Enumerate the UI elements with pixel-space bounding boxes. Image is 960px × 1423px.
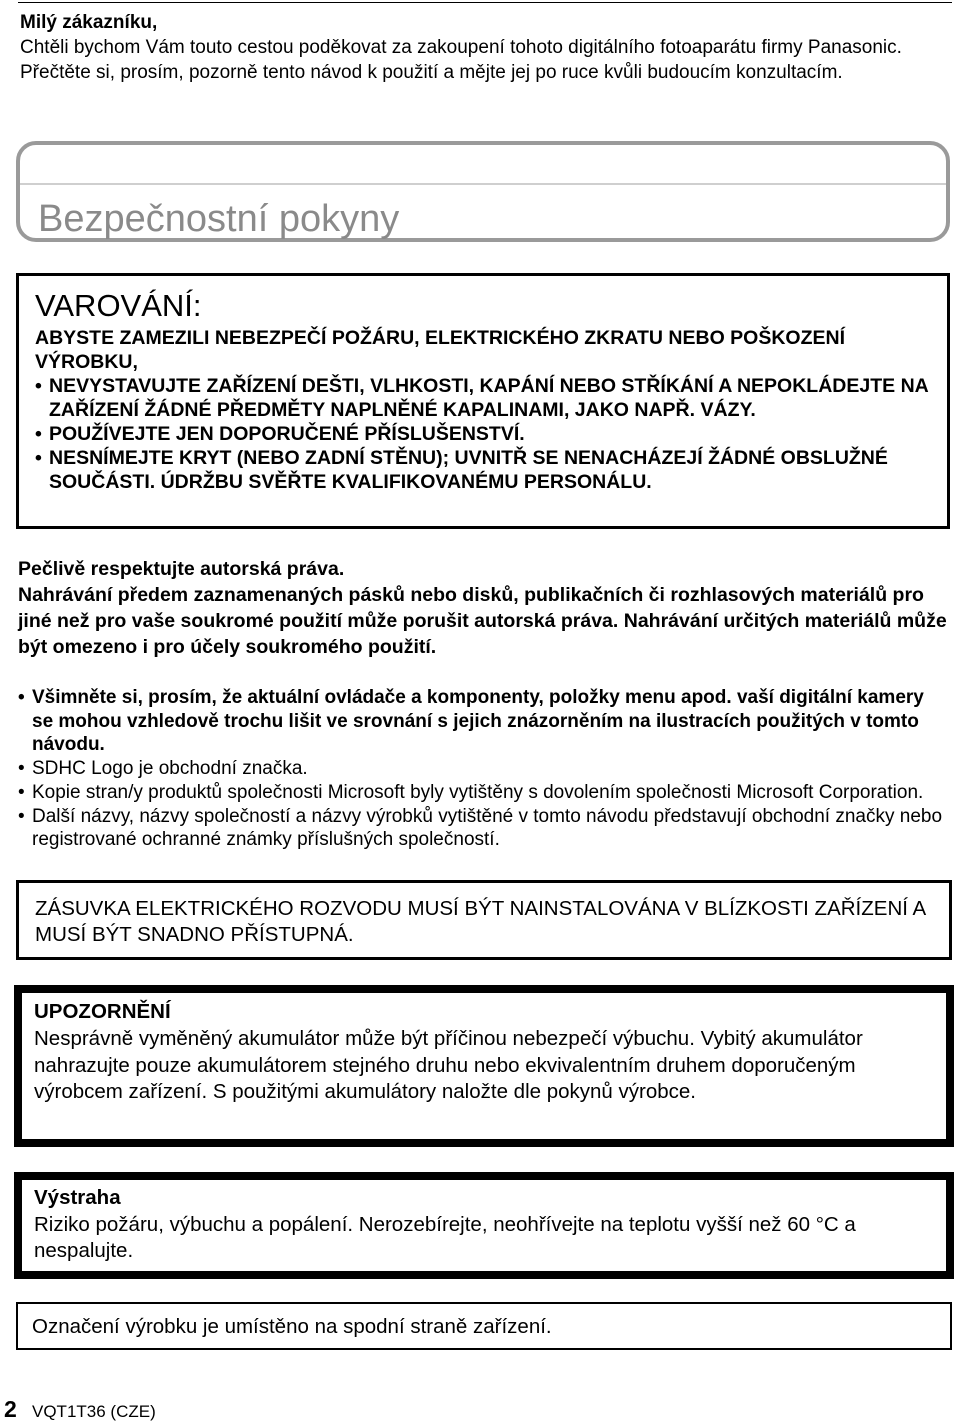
warning-item: • NEVYSTAVUJTE ZAŘÍZENÍ DEŠTI, VLHKOSTI, KAPÁNÍ NEBO STŘÍKÁNÍ A NEPOKLÁDEJTE NA ZAŘÍZENÍ ŽÁDNÉ PŘEDMĚTY NAPLNĚNÉ KAPALINAMI, JAKO NAPŘ. VÁZY. <box>35 374 935 422</box>
notes-list <box>18 686 948 852</box>
alert-body: Riziko požáru, výbuchu a popálení. Nerozebírejte, neohřívejte na teplotu vyšší než 60 °C a nespalujte. <box>34 1213 856 1262</box>
warning-intro: ABYSTE ZAMEZILI NEBEZPEČÍ POŽÁRU, ELEKTRICKÉHO ZKRATU NEBO POŠKOZENÍ VÝROBKU, <box>35 327 846 373</box>
note-item: • Všimněte si, prosím, že aktuální ovládače a komponenty, položky menu apod. vaší digitální kamery se mohou vzhledově trochu lišit ve srovnání s jejich znázorněním na ilustracích použitých v tomto návodu. <box>18 686 948 757</box>
note-item: • Další názvy, názvy společností a názvy výrobků vytištěné v tomto návodu představují obchodní značky nebo registrované ochranné známky příslušných společností. <box>18 805 948 852</box>
safety-instructions-panel <box>16 141 950 242</box>
alert-title: Výstraha <box>34 1186 121 1209</box>
caution-body: Nesprávně vyměněný akumulátor může být příčinou nebezpečí výbuchu. Vybitý akumulátor nahrazujte pouze akumulátorem stejného druhu nebo ekvivalentním druhem doporučeným výrobcem zařízení. S použitými akumulátory naložte dle pokynů výrobce. <box>34 1027 863 1103</box>
warning-box <box>16 273 950 529</box>
greeting-salutation: Milý zákazníku, <box>20 12 158 33</box>
caution-box <box>14 985 954 1147</box>
warning-list <box>35 374 935 494</box>
panel-divider <box>20 183 946 185</box>
note-item: • SDHC Logo je obchodní značka. <box>18 757 948 781</box>
note-item: • Kopie stran/y produktů společnosti Microsoft byly vytištěny s dovolením společnosti Microsoft Corporation. <box>18 781 948 805</box>
label-notice-text: Označení výrobku je umístěno na spodní straně zařízení. <box>32 1315 552 1338</box>
socket-notice-text: ZÁSUVKA ELEKTRICKÉHO ROZVODU MUSÍ BÝT NAINSTALOVÁNA V BLÍZKOSTI ZAŘÍZENÍ A MUSÍ BÝT SNADNO PŘÍSTUPNÁ. <box>35 897 926 946</box>
label-notice-box <box>16 1302 952 1350</box>
copyright-section <box>18 556 948 660</box>
warning-title: VAROVÁNÍ: <box>35 288 202 323</box>
socket-notice-box <box>16 880 952 960</box>
greeting <box>20 10 940 85</box>
top-rule <box>18 2 952 3</box>
copyright-heading: Pečlivě respektujte autorská práva. <box>18 558 345 580</box>
alert-box <box>14 1172 954 1279</box>
warning-item: • POUŽÍVEJTE JEN DOPORUČENÉ PŘÍSLUŠENSTVÍ. <box>35 422 935 446</box>
caution-title: UPOZORNĚNÍ <box>34 1000 171 1023</box>
greeting-body: Chtěli bychom Vám touto cestou poděkovat za zakoupení tohoto digitálního fotoaparátu firmy Panasonic. Přečtěte si, prosím, pozorně tento návod k použití a mějte jej po ruce kvůli budoucím konzultacím. <box>20 37 902 83</box>
safety-instructions-title: Bezpečnostní pokyny <box>38 198 400 240</box>
copyright-body: Nahrávání předem zaznamenaných pásků nebo disků, publikačních či rozhlasových materiálů pro jiné než pro vaše soukromé použití může porušit autorská práva. Nahrávání určitých materiálů může být omezeno i pro účely soukromého použití. <box>18 584 947 658</box>
document-code: VQT1T36 (CZE) <box>32 1402 156 1421</box>
warning-item: • NESNÍMEJTE KRYT (NEBO ZADNÍ STĚNU); UVNITŘ SE NENACHÁZEJÍ ŽÁDNÉ OBSLUŽNÉ SOUČÁSTI. ÚDRŽBU SVĚŘTE KVALIFIKOVANÉMU PERSONÁLU. <box>35 446 935 494</box>
page-number: 2 <box>4 1396 17 1422</box>
